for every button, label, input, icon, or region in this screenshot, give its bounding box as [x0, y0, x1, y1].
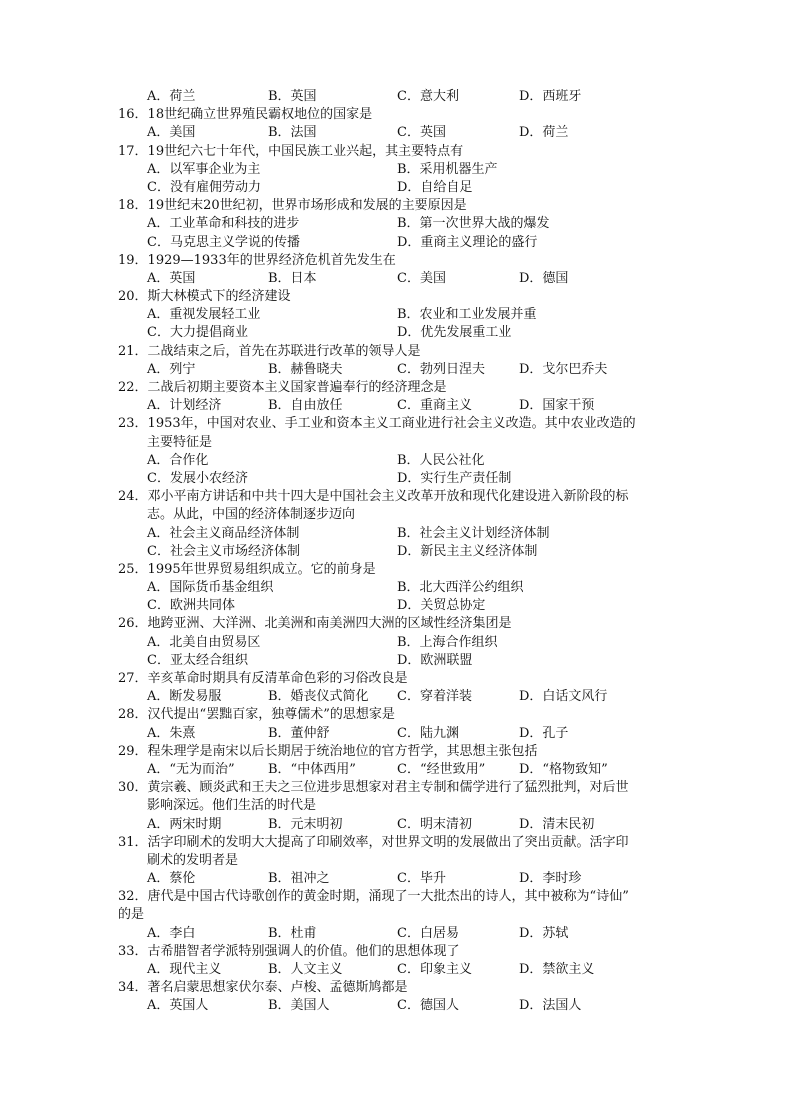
option-row: [0, 215, 790, 233]
option: A．工业革命和科技的进步: [147, 216, 300, 232]
option: A．现代主义: [147, 962, 222, 977]
option: B．人文主义: [268, 962, 343, 977]
option: C．陆九渊: [397, 725, 459, 741]
question-stem: 25．1995年世界贸易组织成立。它的前身是: [118, 561, 376, 577]
question-stem-continued: 刷术的发明者是: [147, 852, 239, 868]
option-row: [0, 870, 790, 888]
option: C．社会主义市场经济体制: [147, 543, 300, 559]
option: D．“格物致知”: [519, 761, 608, 777]
option-row: [0, 124, 790, 142]
option: D．实行生产责任制: [397, 470, 512, 486]
option-row: [0, 234, 790, 252]
question-stem: 27．辛亥革命时期具有反清革命色彩的习俗改良是: [118, 671, 408, 686]
question-stem: 16．18世纪确立世界殖民霸权地位的国家是: [118, 107, 373, 123]
option-row: [0, 579, 790, 597]
option: C．英国: [397, 125, 446, 141]
option: B．日本: [268, 270, 317, 286]
option: C．穿着洋装: [397, 689, 472, 705]
option: D．禁欲主义: [519, 962, 595, 977]
option: A．计划经济: [147, 398, 222, 414]
option: B．自由放任: [268, 398, 343, 414]
option: D．清末民初: [519, 816, 595, 832]
option: A．两宋时期: [147, 816, 222, 832]
option-row: [0, 88, 790, 106]
question-stem: 20．斯大林模式下的经济建设: [118, 289, 291, 305]
option: C．马克思主义学说的传播: [147, 234, 300, 250]
option: B．赫鲁晓夫: [268, 361, 343, 377]
option: A．蔡伦: [147, 871, 196, 887]
option: B．人民公社化: [397, 452, 485, 468]
option: D．新民主主义经济体制: [397, 543, 538, 559]
option-row: [0, 816, 790, 834]
option-row: [0, 525, 790, 543]
option: A．合作化: [147, 452, 209, 468]
option: B．社会主义计划经济体制: [397, 525, 550, 541]
option-row: [0, 306, 790, 324]
option: D．欧洲联盟: [397, 652, 473, 668]
option: A．断发易服: [147, 689, 222, 705]
option-row: [0, 652, 790, 670]
question-stem: 24．邓小平南方讲话和中共十四大是中国社会主义改革开放和现代化建设进入新阶段的标: [118, 489, 629, 505]
option: C．“经世致用”: [397, 761, 486, 777]
option: A．李白: [147, 925, 196, 941]
option: D．德国: [519, 270, 569, 286]
option: C．毕升: [397, 871, 446, 887]
option: B．法国: [268, 125, 317, 141]
question-stem: 23．1953年，中国对农业、手工业和资本主义工商业进行社会主义改造。其中农业改造的: [118, 416, 636, 432]
option: A．国际货币基金组织: [147, 580, 274, 596]
option: C．发展小农经济: [147, 470, 248, 486]
option: C．大力提倡商业: [147, 325, 248, 341]
option: B．英国: [268, 89, 317, 104]
option: D．关贸总协定: [397, 598, 486, 614]
option: C．明末清初: [397, 816, 472, 832]
option: B．婚丧仪式简化: [268, 689, 369, 705]
option: D．白话文风行: [519, 689, 608, 705]
option: A．“无为而治”: [147, 761, 235, 777]
question-stem: 31．活字印刷术的发明大大提高了印刷效率，对世界文明的发展做出了突出贡献。活字印: [118, 834, 629, 850]
option: C．亚太经合组织: [147, 652, 248, 668]
option: C．没有雇佣劳动力: [147, 179, 261, 195]
option: D．法国人: [519, 998, 582, 1014]
option-row: [0, 761, 790, 779]
option: A．英国: [147, 270, 196, 286]
option: C．欧洲共同体: [147, 598, 235, 614]
option-row: [0, 161, 790, 179]
question-stem-continued: 的是: [118, 907, 145, 923]
question-stem: 18．19世纪末20世纪初，世界市场形成和发展的主要原因是: [118, 198, 467, 214]
question-stem: 21．二战结束之后，首先在苏联进行改革的领导人是: [118, 343, 421, 359]
question-stem-continued: 志。从此，中国的经济体制逐步迈向: [147, 507, 356, 523]
option: D．自给自足: [397, 179, 473, 195]
option: A．北美自由贸易区: [147, 634, 261, 650]
option: D．优先发展重工业: [397, 325, 512, 341]
option: D．重商主义理论的盛行: [397, 234, 538, 250]
option: C．白居易: [397, 925, 459, 941]
option: C．勃列日涅夫: [397, 361, 485, 377]
option: B．杜甫: [268, 925, 317, 941]
option-row: [0, 324, 790, 342]
option: A．以军事企业为主: [147, 161, 261, 177]
option-row: [0, 634, 790, 652]
option-row: [0, 725, 790, 743]
option-row: [0, 961, 790, 979]
option: A．荷兰: [147, 89, 196, 104]
option-row: [0, 361, 790, 379]
option: B．董仲舒: [268, 725, 330, 741]
option: B．上海合作组织: [397, 634, 498, 650]
option: D．西班牙: [519, 89, 582, 104]
question-stem: 30．黄宗羲、顾炎武和王夫之三位进步思想家对君主专制和儒学进行了猛烈批判，对后世: [118, 780, 629, 796]
question-stem: 32．唐代是中国古代诗歌创作的黄金时期，涌现了一大批杰出的诗人，其中被称为“诗仙”: [118, 889, 629, 905]
option: D．孔子: [519, 725, 569, 741]
option: C．重商主义: [397, 398, 472, 414]
question-stem: 22．二战后初期主要资本主义国家普遍奉行的经济理念是: [118, 380, 447, 395]
option: C．意大利: [397, 89, 459, 104]
question-stem: 28．汉代提出“罢黜百家，独尊儒术”的思想家是: [118, 707, 395, 723]
option-row: [0, 270, 790, 288]
question-stem: 29．程朱理学是南宋以后长期居于统治地位的官方哲学，其思想主张包括: [118, 743, 538, 759]
option: B．第一次世界大战的爆发: [397, 216, 550, 232]
option: D．戈尔巴乔夫: [519, 361, 608, 377]
option: A．朱熹: [147, 725, 196, 741]
option: B．“中体西用”: [268, 761, 356, 777]
question-stem: 19．1929—1933年的世界经济危机首先发生在: [118, 252, 396, 268]
option: D．李时珍: [519, 871, 582, 887]
option: A．列宁: [147, 361, 196, 377]
option: C．德国人: [397, 998, 459, 1014]
option-row: [0, 688, 790, 706]
option: B．北大西洋公约组织: [397, 580, 524, 596]
question-stem: 34．著名启蒙思想家伏尔泰、卢梭、孟德斯鸠都是: [118, 980, 408, 996]
option: B．美国人: [268, 998, 330, 1014]
option: B．农业和工业发展并重: [397, 307, 537, 323]
option: D．苏轼: [519, 925, 569, 941]
option-row: [0, 925, 790, 943]
option: B．采用机器生产: [397, 161, 498, 177]
option: C．印象主义: [397, 962, 472, 977]
option: B．祖冲之: [268, 871, 330, 887]
option: C．美国: [397, 270, 446, 286]
option-row: [0, 597, 790, 615]
question-stem: 17．19世纪六七十年代，中国民族工业兴起，其主要特点有: [118, 143, 464, 159]
option-row: [0, 470, 790, 488]
option-row: [0, 997, 790, 1015]
question-stem: 26．地跨亚洲、大洋洲、北美洲和南美洲四大洲的区域性经济集团是: [118, 616, 512, 632]
option: D．国家干预: [519, 398, 595, 414]
option-row: [0, 179, 790, 197]
option-row: [0, 397, 790, 415]
option: B．元末明初: [268, 816, 343, 832]
option-row: [0, 452, 790, 470]
exam-page: [0, 88, 790, 1016]
option: A．英国人: [147, 998, 209, 1014]
option: A．重视发展轻工业: [147, 307, 261, 323]
option: D．荷兰: [519, 125, 569, 141]
question-stem-continued: 主要特征是: [147, 434, 213, 450]
option: A．社会主义商品经济体制: [147, 525, 300, 541]
option-row: [0, 543, 790, 561]
question-stem-continued: 影响深远。他们生活的时代是: [147, 798, 317, 814]
option: A．美国: [147, 125, 196, 141]
question-stem: 33．古希腊智者学派特别强调人的价值。他们的思想体现了: [118, 943, 460, 959]
